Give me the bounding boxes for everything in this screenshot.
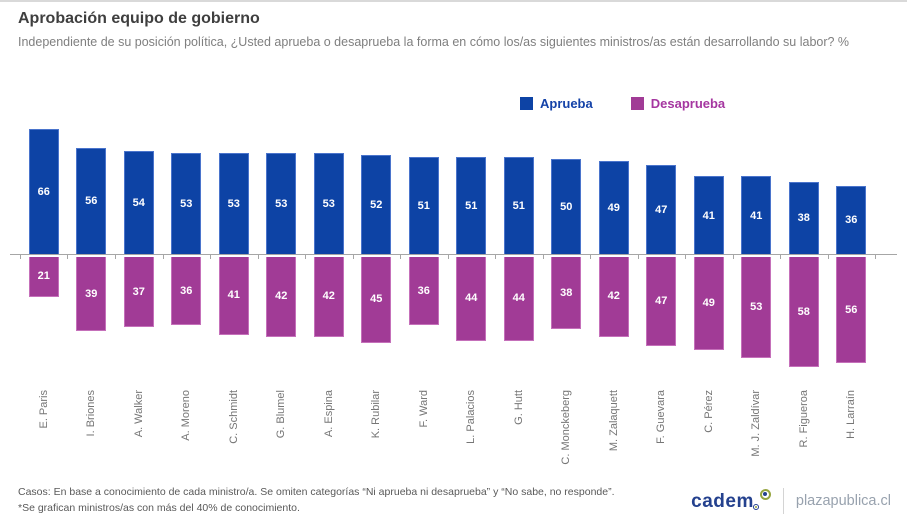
axis-tick	[780, 254, 781, 259]
aprueba-bar	[646, 165, 676, 254]
bar-column	[20, 126, 68, 369]
bar-column	[400, 126, 448, 369]
axis-tick	[828, 254, 829, 259]
aprueba-swatch-icon	[520, 97, 533, 110]
desaprueba-bar	[836, 257, 866, 363]
category-label: C. Monckeberg	[560, 390, 573, 465]
aprueba-bar	[361, 155, 391, 254]
aprueba-value-label: 47	[655, 203, 668, 216]
axis-tick	[685, 254, 686, 259]
bar-column	[68, 126, 116, 369]
footnote-line2: *Se grafican ministros/as con más del 40% de conocimiento.	[18, 502, 300, 514]
aprueba-value-label: 51	[512, 200, 525, 213]
aprueba-bar	[836, 186, 866, 254]
aprueba-value-label: 66	[37, 185, 50, 198]
desaprueba-bar	[219, 257, 249, 335]
category-label: F. Guevara	[655, 390, 668, 444]
desaprueba-value-label: 42	[275, 290, 288, 303]
desaprueba-value-label: 21	[37, 270, 50, 283]
desaprueba-value-label: 44	[512, 292, 525, 305]
legend	[520, 96, 725, 111]
bar-column	[353, 126, 401, 369]
aprueba-value-label: 53	[227, 198, 240, 211]
aprueba-value-label: 38	[797, 212, 810, 225]
desaprueba-bar	[361, 257, 391, 343]
axis-tick	[210, 254, 211, 259]
bar-column	[210, 126, 258, 369]
desaprueba-swatch-icon	[631, 97, 644, 110]
bar-column	[828, 126, 876, 369]
chart-subtitle: Independiente de su posición política, ¿Usted aprueba o desaprueba la forma en cómo los/as siguientes ministros/as están desarrollando su labor? %	[18, 35, 850, 49]
desaprueba-value-label: 36	[417, 284, 430, 297]
axis-tick	[67, 254, 68, 259]
axis-tick	[115, 254, 116, 259]
category-label: E. Paris	[37, 390, 50, 429]
desaprueba-bar	[124, 257, 154, 327]
bars-area	[10, 126, 897, 369]
desaprueba-value-label: 42	[607, 290, 620, 303]
desaprueba-bar	[694, 257, 724, 350]
axis-tick	[400, 254, 401, 259]
footnote-line1: Casos: En base a conocimiento de cada ministro/a. Se omiten categorías “Ni aprueba ni desaprueba” y “No sabe, no responde”.	[18, 486, 615, 498]
aprueba-bar	[124, 151, 154, 254]
aprueba-bar	[551, 159, 581, 254]
bar-column	[638, 126, 686, 369]
desaprueba-value-label: 38	[560, 286, 573, 299]
aprueba-value-label: 36	[845, 214, 858, 227]
bar-column	[495, 126, 543, 369]
category-label: C. Schmidt	[227, 390, 240, 444]
desaprueba-value-label: 39	[85, 287, 98, 300]
desaprueba-bar	[551, 257, 581, 329]
aprueba-value-label: 52	[370, 199, 383, 212]
axis-tick	[543, 254, 544, 259]
desaprueba-value-label: 49	[702, 297, 715, 310]
category-label: A. Moreno	[180, 390, 193, 441]
bar-column	[305, 126, 353, 369]
axis-tick	[733, 254, 734, 259]
aprueba-bar	[456, 157, 486, 254]
aprueba-value-label: 41	[702, 209, 715, 222]
aprueba-bar	[266, 153, 296, 254]
desaprueba-bar	[741, 257, 771, 358]
desaprueba-value-label: 47	[655, 295, 668, 308]
aprueba-value-label: 53	[180, 198, 193, 211]
aprueba-bar	[29, 129, 59, 254]
desaprueba-value-label: 44	[465, 292, 478, 305]
legend-item-desaprueba	[631, 96, 725, 111]
aprueba-bar	[504, 157, 534, 254]
aprueba-value-label: 56	[85, 195, 98, 208]
aprueba-bar	[741, 176, 771, 254]
bar-column	[733, 126, 781, 369]
desaprueba-value-label: 42	[322, 290, 335, 303]
cadem-logo-big-dot-icon	[760, 489, 771, 500]
category-label: G. Blumel	[275, 390, 288, 439]
category-label: K. Rubilar	[370, 390, 383, 439]
source-link[interactable]: plazapublica.cl	[795, 493, 891, 509]
desaprueba-value-label: 37	[132, 285, 145, 298]
desaprueba-bar	[266, 257, 296, 337]
branding	[691, 488, 891, 514]
aprueba-bar	[219, 153, 249, 254]
page-title: Aprobación equipo de gobierno	[18, 10, 260, 27]
aprueba-value-label: 49	[607, 201, 620, 214]
desaprueba-bar	[29, 257, 59, 297]
aprueba-value-label: 50	[560, 201, 573, 213]
aprueba-bar	[694, 176, 724, 254]
bar-column	[448, 126, 496, 369]
desaprueba-bar	[456, 257, 486, 341]
category-label: L. Palacios	[465, 390, 478, 444]
desaprueba-bar	[409, 257, 439, 325]
cadem-logo-text: cadem	[691, 490, 754, 512]
category-labels-row	[10, 390, 897, 478]
category-label: F. Ward	[417, 390, 430, 428]
aprueba-bar	[314, 153, 344, 254]
desaprueba-bar	[646, 257, 676, 346]
category-label: H. Larraín	[845, 390, 858, 439]
axis-tick	[638, 254, 639, 259]
bar-column	[115, 126, 163, 369]
desaprueba-value-label: 53	[750, 300, 763, 313]
desaprueba-bar	[171, 257, 201, 325]
bar-column	[258, 126, 306, 369]
desaprueba-bar	[599, 257, 629, 337]
desaprueba-value-label: 56	[845, 303, 858, 316]
cadem-logo	[691, 492, 771, 511]
desaprueba-bar	[76, 257, 106, 331]
aprueba-bar	[171, 153, 201, 254]
aprueba-value-label: 41	[750, 209, 763, 222]
category-label: R. Figueroa	[797, 390, 810, 448]
legend-label-aprueba: Aprueba	[540, 96, 593, 111]
category-label: M. Zalaquett	[607, 390, 620, 452]
category-label: A. Walker	[132, 390, 145, 438]
axis-tick	[448, 254, 449, 259]
desaprueba-value-label: 58	[797, 305, 810, 318]
header	[0, 2, 907, 52]
cadem-logo-small-dot-icon	[753, 504, 759, 510]
axis-tick	[258, 254, 259, 259]
desaprueba-bar	[504, 257, 534, 341]
category-label: M. J. Zaldívar	[750, 390, 763, 457]
bar-column	[780, 126, 828, 369]
aprueba-bar	[409, 157, 439, 254]
bar-column	[163, 126, 211, 369]
bar-column	[685, 126, 733, 369]
axis-tick	[590, 254, 591, 259]
desaprueba-bar	[789, 257, 819, 367]
desaprueba-value-label: 45	[370, 293, 383, 306]
category-label: A. Espina	[322, 390, 335, 438]
axis-tick	[875, 254, 876, 259]
axis-tick	[163, 254, 164, 259]
legend-label-desaprueba: Desaprueba	[650, 96, 726, 111]
footnotes	[18, 486, 615, 518]
aprueba-value-label: 53	[322, 198, 335, 211]
axis-tick	[305, 254, 306, 259]
axis-tick	[495, 254, 496, 259]
aprueba-value-label: 51	[417, 200, 430, 213]
brand-divider	[783, 488, 784, 514]
desaprueba-value-label: 36	[180, 284, 193, 297]
aprueba-bar	[789, 182, 819, 254]
aprueba-bar	[599, 161, 629, 254]
aprueba-value-label: 53	[275, 198, 288, 211]
category-label: G. Hutt	[512, 390, 525, 425]
bar-column	[543, 126, 591, 369]
desaprueba-value-label: 41	[227, 289, 240, 302]
desaprueba-bar	[314, 257, 344, 337]
bar-column	[590, 126, 638, 369]
aprueba-value-label: 54	[132, 197, 145, 210]
legend-item-aprueba	[520, 96, 593, 111]
category-label: C. Pérez	[702, 390, 715, 433]
x-axis-line	[10, 254, 897, 255]
diverging-bar-chart	[10, 126, 897, 478]
category-label: I. Briones	[85, 390, 98, 437]
axis-tick	[353, 254, 354, 259]
aprueba-value-label: 51	[465, 200, 478, 213]
axis-tick	[20, 254, 21, 259]
aprueba-bar	[76, 148, 106, 254]
